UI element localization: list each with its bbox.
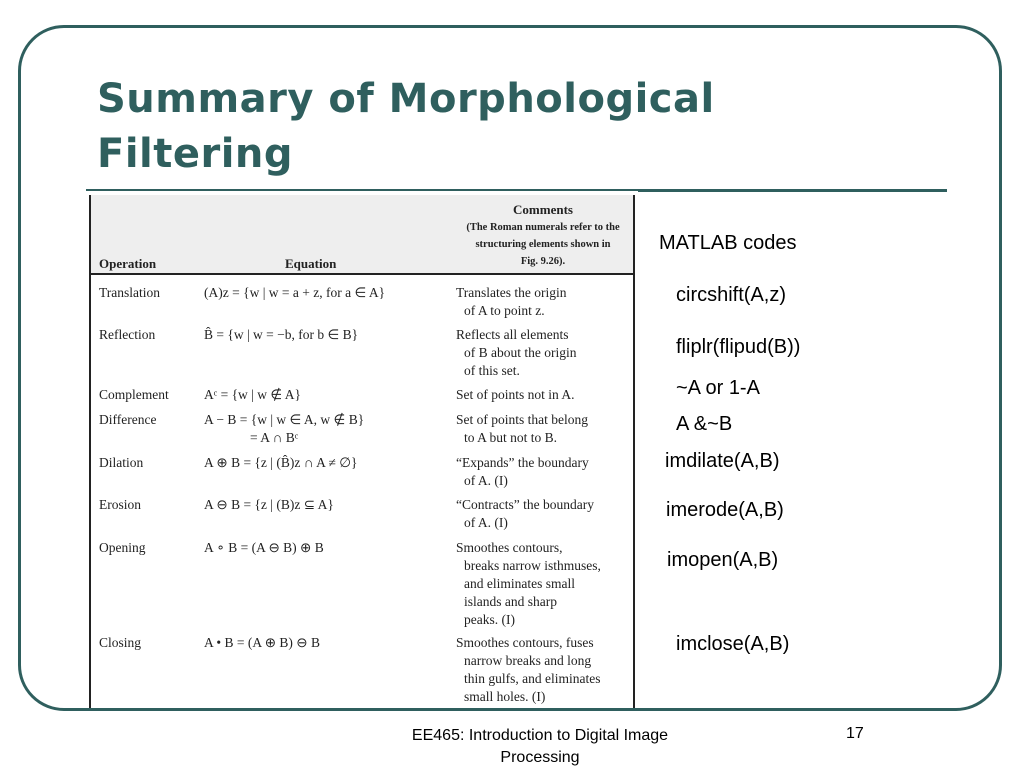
matlab-code-difference: A &~B <box>676 413 733 435</box>
title-underline-right <box>638 189 947 192</box>
row-comments: Set of points not in A. <box>456 387 575 402</box>
header-equation: Equation <box>285 256 337 271</box>
matlab-code-complement: ~A or 1-A <box>676 377 760 399</box>
slide-title: Summary of Morphological Filtering <box>97 76 715 177</box>
morphology-table <box>89 195 635 708</box>
row-comments: “Contracts” the boundary of A. (I) <box>456 497 594 530</box>
row-operation: Dilation <box>99 455 144 470</box>
matlab-code-reflection: fliplr(flipud(B)) <box>676 336 801 358</box>
row-equation: B̂ = {w | w = −b, for b ∈ B} <box>204 327 359 342</box>
row-equation: Aᶜ = {w | w ∉ A} <box>204 387 301 402</box>
title-underline-left <box>86 189 638 191</box>
row-operation: Difference <box>99 412 157 427</box>
row-comments: Set of points that belong to A but not to B. <box>456 412 588 445</box>
matlab-code-translation: circshift(A,z) <box>676 284 786 306</box>
matlab-code-closing: imclose(A,B) <box>676 633 790 655</box>
row-equation: A ⊕ B = {z | (B̂)z ∩ A ≠ ∅} <box>204 455 358 470</box>
row-operation: Closing <box>99 635 142 650</box>
row-comments: Smoothes contours, breaks narrow isthmuses, and eliminates small islands and sharp peaks. (I) <box>456 540 601 627</box>
row-operation: Reflection <box>99 327 156 342</box>
row-operation: Erosion <box>99 497 141 512</box>
matlab-code-erosion: imerode(A,B) <box>666 499 784 521</box>
slide-footer: EE465: Introduction to Digital Image Processing <box>411 727 669 766</box>
header-comments <box>453 201 633 270</box>
row-equation: (A)z = {w | w = a + z, for a ∈ A} <box>204 285 386 300</box>
row-comments: Translates the origin of A to point z. <box>456 285 567 318</box>
row-comments: Reflects all elements of B about the origin of this set. <box>456 327 577 378</box>
row-operation: Opening <box>99 540 146 555</box>
row-operation: Translation <box>99 285 161 300</box>
matlab-code-dilation: imdilate(A,B) <box>665 450 780 472</box>
header-comments-title: Comments <box>513 202 573 217</box>
row-equation: A • B = (A ⊕ B) ⊖ B <box>204 635 320 650</box>
header-operation: Operation <box>99 256 157 271</box>
row-equation: A ⊖ B = {z | (B)z ⊆ A} <box>204 497 334 512</box>
row-comments: Smoothes contours, fuses narrow breaks and long thin gulfs, and eliminates small holes. (I) <box>456 635 601 704</box>
table-header <box>91 195 633 275</box>
row-operation: Complement <box>99 387 169 402</box>
matlab-code-opening: imopen(A,B) <box>667 549 779 571</box>
matlab-codes-heading: MATLAB codes <box>659 232 797 254</box>
row-comments: “Expands” the boundary of A. (I) <box>456 455 589 488</box>
page-number: 17 <box>846 725 864 742</box>
row-equation: A ∘ B = (A ⊖ B) ⊕ B <box>204 540 324 555</box>
header-comments-note: (The Roman numerals refer to the structuring elements shown in Fig. 9.26). <box>466 222 620 267</box>
row-equation: A − B = {w | w ∈ A, w ∉ B} = A ∩ Bᶜ <box>204 412 365 445</box>
